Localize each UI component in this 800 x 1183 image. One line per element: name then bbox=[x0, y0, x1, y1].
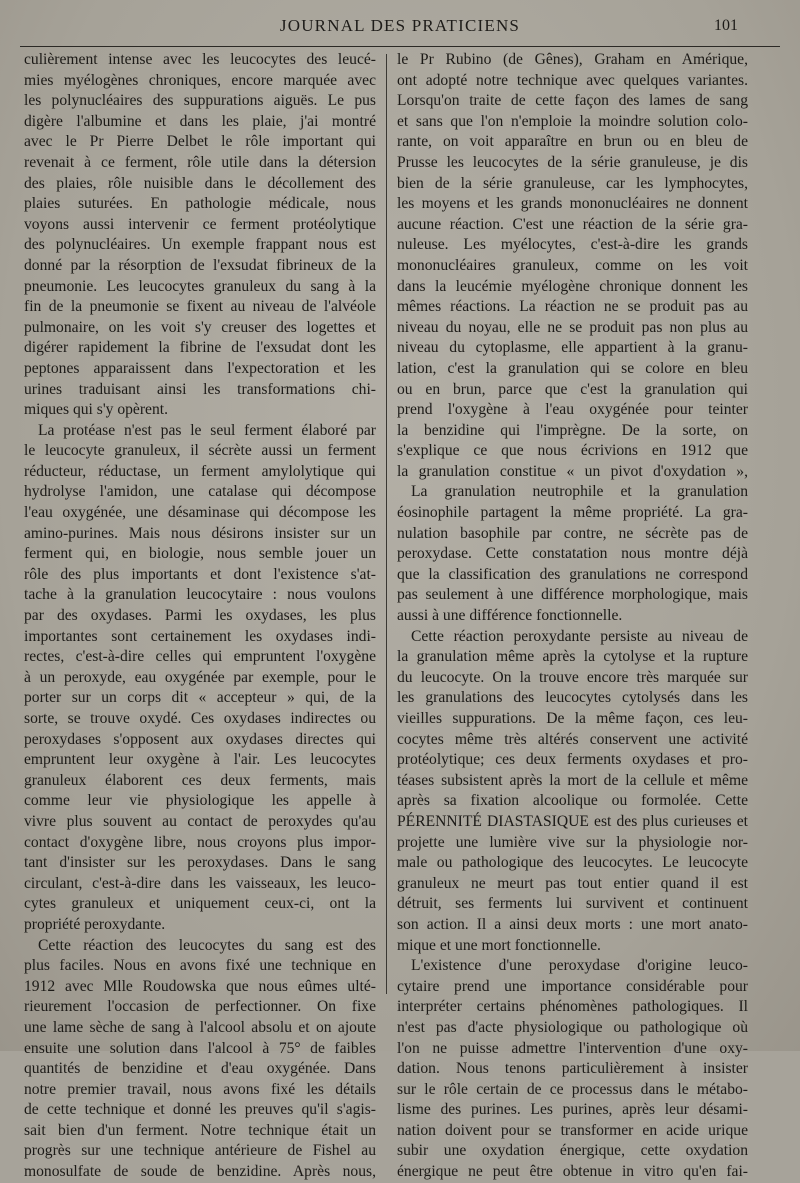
text-line: amino-purines. Mais nous désirons insister sur un bbox=[24, 524, 376, 542]
text-line: PÉRENNITÉ DIASTASIQUE est des plus curieuses et bbox=[397, 812, 748, 830]
text-line: rieurement l'occasion de perfectionner. On fixe bbox=[24, 998, 376, 1016]
text-line: sait bien d'un ferment. Notre technique était un bbox=[24, 1121, 376, 1139]
text-line: n'est pas d'acte physiologique ou pathologique où bbox=[397, 1018, 748, 1036]
column-separator bbox=[386, 54, 387, 994]
text-line: Lorsqu'on traite de cette façon des lames de sang bbox=[397, 92, 748, 110]
text-line: circulant, c'est-à-dire dans les vaisseaux, les leuco- bbox=[24, 874, 376, 892]
text-line: prend l'oxygène à l'eau oxygénée pour teinter bbox=[397, 401, 748, 419]
text-line: La protéase n'est pas le seul ferment élaboré par bbox=[38, 421, 376, 439]
text-line: des plaies, rôle nuisible dans le décollement des bbox=[24, 174, 376, 192]
text-line: protéolytique; ces deux ferments oxydases et pro- bbox=[397, 751, 748, 769]
text-line: réducteur, réductase, un ferment amylolytique qui bbox=[24, 462, 376, 480]
text-line: peroxydases s'opposent aux oxydases directes qui bbox=[24, 730, 376, 748]
text-line: peroxydase. Cette constatation nous montre déjà bbox=[397, 545, 748, 563]
text-line: vieilles suppurations. De la même façon, ces leu- bbox=[397, 710, 748, 727]
text-line: pneumonie. Les leucocytes granuleux du sang à la bbox=[24, 277, 376, 295]
text-line: nuleuse. Les myélocytes, c'est-à-dire les grands bbox=[397, 236, 748, 254]
running-title: JOURNAL DES PRATICIENS bbox=[279, 16, 521, 35]
text-line: éosinophile partagent la même propriété. La gra- bbox=[397, 504, 748, 522]
text-line: s'explique ce que nous écrivions en 1912 que bbox=[397, 442, 748, 460]
page-number: 101 bbox=[714, 17, 738, 34]
text-line: l'eau oxygénée, une désaminase qui décompose les bbox=[24, 504, 376, 522]
header-rule bbox=[20, 46, 780, 47]
text-line: contact d'oxygène libre, nous croyons plus impor- bbox=[24, 833, 376, 851]
text-line: une lame sèche de sang à l'alcool absolu et on ajoute bbox=[24, 1018, 376, 1036]
text-line: mêmes réactions. La réaction ne se produit pas au bbox=[397, 298, 748, 316]
text-line: Cette réaction des leucocytes du sang est des bbox=[38, 936, 376, 954]
text-line: les granulations des leucocytes cytolysés dans les bbox=[397, 689, 748, 707]
text-line: les moyens et les grands mononucléaires ne donnent bbox=[397, 195, 748, 213]
text-line: mononucléaires granuleux, comme on les voit bbox=[397, 256, 748, 274]
text-line: téases subsistent après la mort de la cellule et même bbox=[397, 771, 748, 789]
text-line: donné par la résorption de l'exsudat fibrineux de la bbox=[24, 256, 376, 274]
text-line: tache à la granulation leucocytaire : nous voulons bbox=[24, 586, 376, 604]
text-line: digérer rapidement la fibrine de l'exsudat dont les bbox=[24, 339, 376, 357]
text-line: de cette technique et donné les preuves qu'il s'agis- bbox=[24, 1101, 376, 1119]
text-line: plus faciles. Nous en avons fixé une technique en bbox=[24, 957, 376, 975]
text-line: tant d'insister sur les peroxydases. Dans le sang bbox=[24, 854, 376, 872]
text-line: Cette réaction peroxydante persiste au niveau de bbox=[411, 627, 748, 645]
text-line: après sa fixation alcoolique ou formolée. Cette bbox=[397, 792, 748, 810]
text-line: et sans que l'on n'emploie la moindre solution colo- bbox=[397, 112, 748, 130]
text-line: culièrement intense avec les leucocytes des leucé- bbox=[24, 51, 376, 68]
text-line: rectes, c'est-à-dire celles qui empruntent l'oxygène bbox=[24, 648, 376, 666]
text-line: niveau du cytoplasme, elle appartient à la granu- bbox=[397, 339, 748, 357]
text-line: voyons aussi intervenir ce ferment protéolytique bbox=[24, 215, 376, 233]
text-line: rôle des plus importants et dont l'existence s'at- bbox=[24, 565, 376, 583]
text-line: progrès sur une technique antérieure de Fishel au bbox=[24, 1142, 376, 1160]
text-line: granuleux ne meurt pas tout entier quand il est bbox=[397, 874, 748, 892]
text-line: digère l'albumine et dans les plaie, j'ai montré bbox=[24, 112, 376, 130]
text-line: revenait à ce ferment, rôle utile dans la détersion bbox=[24, 153, 376, 171]
text-line: du leucocyte. On la trouve encore très marquée sur bbox=[397, 668, 748, 686]
text-line: bien de la série granuleuse, car les lymphocytes, bbox=[397, 174, 748, 192]
text-line: dation. Nous tenons particulièrement à insister bbox=[397, 1060, 748, 1078]
text-line: lation, c'est la granulation qui se colore en bleu bbox=[397, 359, 748, 377]
text-line: nulation basophile par contre, ne sécrète pas de bbox=[397, 524, 748, 542]
text-line: miques qui s'y opèrent. bbox=[24, 401, 168, 419]
page-header bbox=[0, 14, 800, 42]
text-line: le Pr Rubino (de Gênes), Graham en Amérique, bbox=[397, 51, 748, 68]
text-line: cytes granuleux et uniquement ceux-ci, ont la bbox=[24, 895, 376, 913]
text-line: comme leur vie physiologique les appelle à bbox=[24, 792, 376, 810]
text-line: l'on ne puisse admettre l'intervention d'une oxy- bbox=[397, 1039, 748, 1057]
text-line: L'existence d'une peroxydase d'origine leuco- bbox=[411, 957, 748, 975]
text-line: mique et une mort fonctionnelle. bbox=[397, 936, 601, 954]
text-line: rante, on voit apparaître en brun ou en bleu de bbox=[397, 133, 748, 151]
text-line: lisme des purines. Les purines, après leur désami- bbox=[397, 1101, 748, 1119]
text-line: son action. Il a ainsi deux morts : une mort anato- bbox=[397, 915, 748, 933]
text-line: sur le rôle certain de ce processus dans le métabo- bbox=[397, 1080, 748, 1098]
text-line: aussi à une différence fonctionnelle. bbox=[397, 607, 623, 625]
text-line: peptones apparaissent dans l'expectoration et les bbox=[24, 359, 376, 377]
text-line: vivre plus souvent au contact de peroxydes qu'au bbox=[24, 812, 376, 830]
text-line: ont adopté notre technique avec quelques variantes. bbox=[397, 71, 748, 89]
text-line: ou en brun, parce que c'est la granulation qui bbox=[397, 380, 748, 398]
text-line: La granulation neutrophile et la granulation bbox=[411, 483, 748, 501]
text-line: Prusse les leucocytes de la série granuleuse, je dis bbox=[397, 153, 748, 171]
text-line: sorte, se trouve oxydé. Ces oxydases indirectes ou bbox=[24, 710, 376, 727]
text-line: monosulfate de soude de benzidine. Après nous, bbox=[24, 1163, 376, 1181]
text-line: nation doivent pour se transformer en acide urique bbox=[397, 1121, 748, 1139]
text-line: le leucocyte granuleux, il sécrète aussi un ferment bbox=[24, 442, 376, 460]
text-line: porter sur un corps dit « accepteur » qui, de la bbox=[24, 689, 376, 707]
text-line: avec le Pr Pierre Delbet le rôle important qui bbox=[24, 133, 376, 151]
text-line: ferment qui, en biologie, nous semble jouer un bbox=[24, 545, 376, 563]
text-line: urines traduisant ainsi les transformations chi- bbox=[24, 380, 376, 398]
text-line: dans la leucémie myélogène chronique donnent les bbox=[397, 277, 748, 295]
left-column bbox=[24, 50, 376, 1183]
text-line: la benzidine qui l'imprègne. De la sorte, on bbox=[397, 421, 748, 439]
text-line: propriété peroxydante. bbox=[24, 915, 166, 933]
text-line: la granulation constitue « un pivot d'oxydation », bbox=[397, 462, 748, 480]
text-line: détruit, ses ferments lui survivent et continuent bbox=[397, 895, 748, 913]
text-line: interpréter certains phénomènes pathologiques. Il bbox=[397, 998, 748, 1016]
text-line: aucune réaction. C'est une réaction de la série gra- bbox=[397, 215, 748, 233]
text-line: importantes sont certainement les oxydases indi- bbox=[24, 627, 376, 645]
text-line: les polynucléaires des suppurations aiguës. Le pus bbox=[24, 92, 376, 110]
text-line: niveau du noyau, elle ne se produit pas non plus au bbox=[397, 318, 748, 336]
text-line: notre premier travail, nous avons fixé les détails bbox=[24, 1080, 376, 1098]
text-line: hydrolyse l'amidon, une catalase qui décompose bbox=[24, 483, 376, 501]
text-line: plaies suturées. En pathologie médicale, nous bbox=[24, 195, 376, 213]
text-line: ensuite une solution dans l'alcool à 75° de faibles bbox=[24, 1039, 376, 1057]
text-line: que la classification des granulations ne correspond bbox=[397, 565, 748, 583]
text-line: pulmonaire, on les voit s'y creuser des logettes et bbox=[24, 318, 376, 336]
text-line: cocytes même très altérés conservent une activité bbox=[397, 730, 748, 748]
text-line: subir une oxydation énergique, cette oxydation bbox=[397, 1142, 748, 1160]
text-line: mies myélogènes chroniques, encore marquée avec bbox=[24, 71, 376, 89]
text-line: des polynucléaires. Un exemple frappant nous est bbox=[24, 236, 376, 254]
text-line: granuleux élaborent ces deux ferments, mais bbox=[24, 771, 376, 789]
text-line: cytaire prend une importance considérable pour bbox=[397, 977, 748, 995]
text-line: pas seulement à une différence morphologique, mais bbox=[397, 586, 748, 604]
text-line: empruntent leur oxygène à l'air. Les leucocytes bbox=[24, 751, 376, 769]
text-line: à un peroxyde, eau oxygénée par exemple, pour le bbox=[24, 668, 376, 686]
text-line: quantités de benzidine et d'eau oxygénée. Dans bbox=[24, 1060, 376, 1078]
text-line: énergique ne peut être obtenue in vitro qu'en fai- bbox=[397, 1163, 748, 1181]
text-line: par des oxydases. Parmi les oxydases, les plus bbox=[24, 607, 376, 625]
text-line: la granulation même après la cytolyse et la rupture bbox=[397, 648, 748, 666]
text-line: projette une lumière vive sur la physiologie nor- bbox=[397, 833, 748, 851]
text-line: fin de la pneumonie se fixent au niveau de l'alvéole bbox=[24, 298, 376, 316]
text-line: male ou pathologique des leucocytes. Le leucocyte bbox=[397, 854, 748, 872]
right-column bbox=[397, 50, 748, 1183]
text-line: 1912 avec Mlle Roudowska que nous eûmes ulté- bbox=[24, 977, 376, 995]
